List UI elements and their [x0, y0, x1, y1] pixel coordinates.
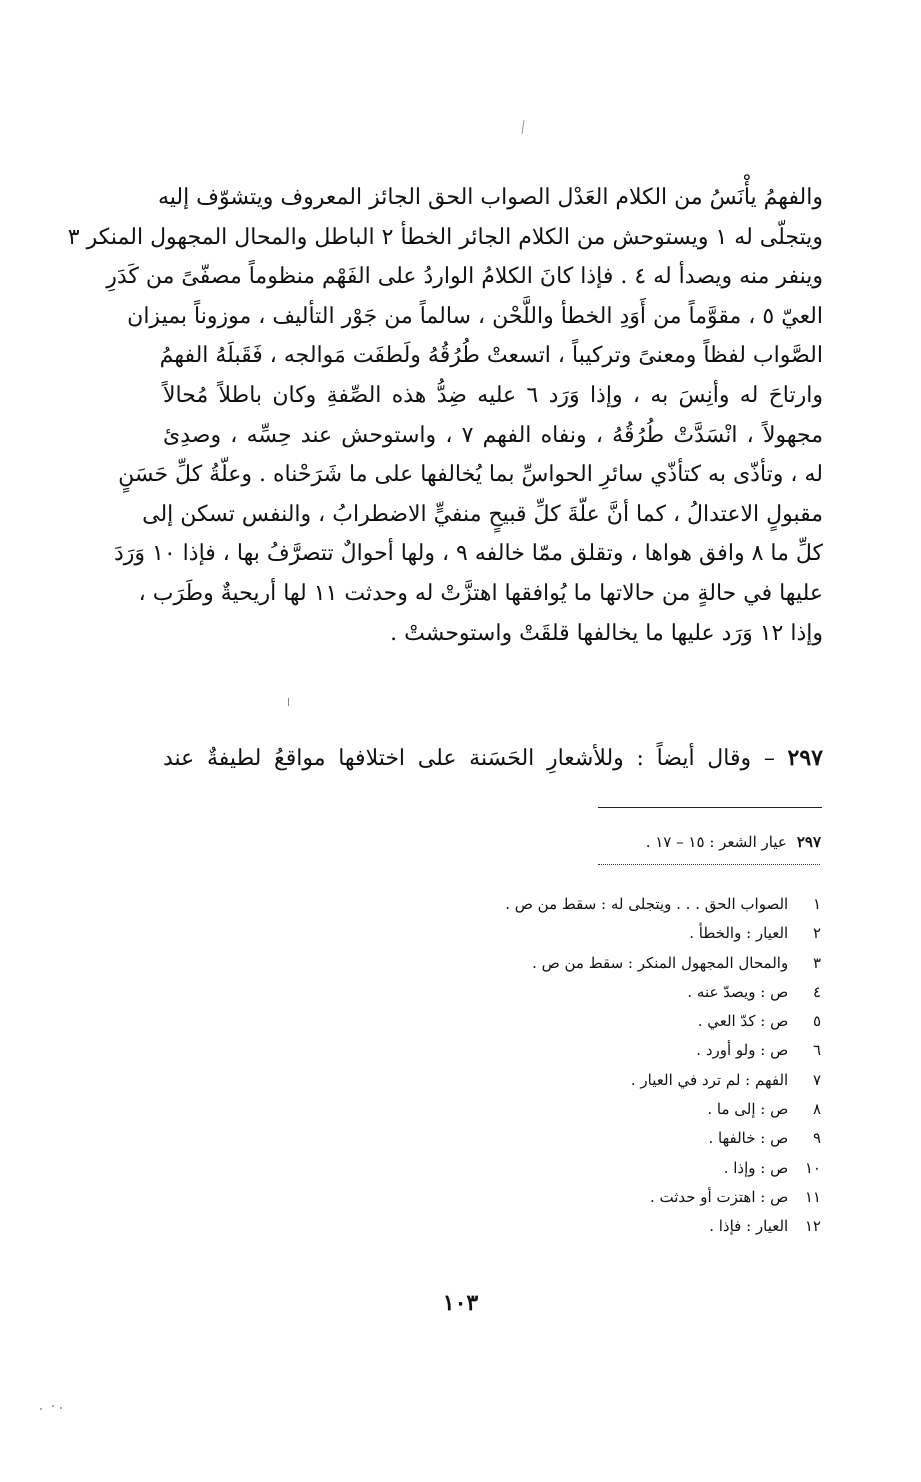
- footnote: [505, 1095, 821, 1124]
- footnote-number: ٩: [812, 1129, 821, 1148]
- text-line: وينفر منه ويصدأ له ٤ . فإذا كانَ الكلامُ الواردُ على الفَهْم منظوماً مصفّىً من كَدَرِ: [106, 264, 823, 290]
- stray-mark: [520, 120, 526, 134]
- footnote-number: ٤: [812, 982, 821, 1001]
- source-number: ٢٩٧: [796, 833, 821, 851]
- footnote-text: العيار : فإذا .: [709, 1217, 789, 1236]
- footnote: [505, 1212, 821, 1241]
- footnote: [505, 1036, 821, 1065]
- text-line: وارتاحَ له وأنِسَ به ، وإذا وَرَد ٦ عليه ضِدُّ هذه الصِّفةِ وكان باطلاً مُحالاً: [163, 382, 823, 408]
- footnote: [505, 1154, 821, 1183]
- footnote-number: ١٠: [804, 1158, 821, 1177]
- footnote-text: ص : ويصدّ عنه .: [687, 982, 789, 1001]
- paragraph-297: [163, 738, 823, 778]
- text-line: كلِّ ما ٨ وافق هواها ، وتقلق ممّا خالفه ٩ ، ولها أحوالٌ تتصرَّفُ بها ، فإذا ١٠ وَرَدَ: [113, 541, 823, 567]
- footnote: [505, 1007, 821, 1036]
- footnote-number: ١٢: [804, 1217, 821, 1236]
- footnote-text: ص : خالفها .: [708, 1129, 789, 1148]
- footnote: [505, 890, 821, 919]
- source-text: عيار الشعر : ١٥ – ١٧ .: [645, 833, 787, 851]
- footnote-text: الفهم : لم ترد في العيار .: [630, 1070, 789, 1089]
- footnote-text: العيار : والخطأ .: [689, 924, 789, 943]
- footnote: [505, 949, 821, 978]
- text-line: والفهمُ يأْنَسُ من الكلام العَدْل الصواب الحق الجائز المعروف ويتشوّف إليه: [157, 185, 823, 210]
- entry-number: ٢٩٧: [787, 745, 823, 771]
- page-number: ١٠٣: [442, 1290, 479, 1316]
- dotted-separator: [598, 864, 820, 865]
- text-line: وإذا ١٢ وَرَد عليها ما يخالفها قلقَتْ واستوحشتْ .: [390, 620, 823, 646]
- scan-speck: [52, 1405, 54, 1407]
- footnote-text: والمحال المجهول المنكر : سقط من ص .: [532, 953, 789, 972]
- footnote-number: ٢: [812, 924, 821, 943]
- footnote-number: ٧: [812, 1070, 821, 1089]
- footnote: [505, 978, 821, 1007]
- footnote: [505, 1066, 821, 1095]
- scan-speck: [40, 1408, 42, 1410]
- footnote-text: ص : كدّ العي .: [697, 1012, 789, 1031]
- text-line: الصَّواب لفظاً ومعنىً وتركيباً ، اتسعتْ طُرُقُهُ ولَطفَت مَوالجه ، فَقَبلَهُ الفهمُ: [159, 343, 823, 369]
- footnote: [505, 1183, 821, 1212]
- text-line: عليها في حالةٍ من حالاتها ما يُوافقها اهتزَّتْ له وحدثت ١١ لها أريحيةٌ وطَرَب ،: [138, 580, 823, 606]
- footnote-text: الصواب الحق . . . ويتجلى له : سقط من ص .: [505, 895, 789, 913]
- footnote-separator: [598, 807, 822, 808]
- text-line: مجهولاً ، انْسَدَّتْ طُرُقُهُ ، ونفاه الفهم ٧ ، واستوحش عند حِسِّه ، وصدِئ: [163, 422, 823, 448]
- text-line: مقبولٍ الاعتدالُ ، كما أنَّ علّةَ كلِّ قبيحٍ منفيٍّ الاضطرابُ ، والنفس تسكن إلى: [142, 501, 823, 527]
- footnote-number: ٦: [812, 1041, 821, 1060]
- footnote: [505, 1124, 821, 1153]
- text-line: العيّ ٥ ، مقوَّماً من أَوَدِ الخطأ واللَّحْن ، سالماً من جَوْر التأليف ، موزوناً بميزان: [127, 303, 823, 329]
- entry-text: – وقال أيضاً : وللأشعارِ الحَسَنة على اختلافها مواقعُ لطيفةٌ عند: [163, 746, 775, 771]
- main-text: [67, 178, 823, 653]
- footnote-text: ص : إلى ما .: [707, 1100, 789, 1119]
- text-line: ويتجلّى له ١ ويستوحش من الكلام الجائر الخطأ ٢ الباطل والمحال المجهول المنكر ٣: [67, 224, 823, 250]
- source-citation: [646, 830, 821, 854]
- footnote-number: ٣: [812, 953, 821, 972]
- footnote-text: ص : ولو أورد .: [696, 1041, 789, 1060]
- scan-speck: [60, 1407, 62, 1409]
- scan-speck: [288, 698, 289, 706]
- footnotes: [505, 890, 821, 1242]
- text-line: له ، وتأذّى به كتأذّي سائرِ الحواسِّ بما يُخالفها على ما شَرَحْناه . وعلّةُ كلِّ حَسَنٍ: [118, 462, 823, 488]
- footnote-text: ص : وإذا .: [723, 1158, 789, 1177]
- footnote-text: ص : اهتزت أو حدثت .: [649, 1187, 789, 1206]
- footnote-number: ١: [812, 895, 821, 913]
- footnote-number: ٨: [812, 1100, 821, 1119]
- footnote-number: ١١: [804, 1187, 821, 1206]
- footnote: [505, 919, 821, 948]
- footnote-number: ٥: [812, 1012, 821, 1031]
